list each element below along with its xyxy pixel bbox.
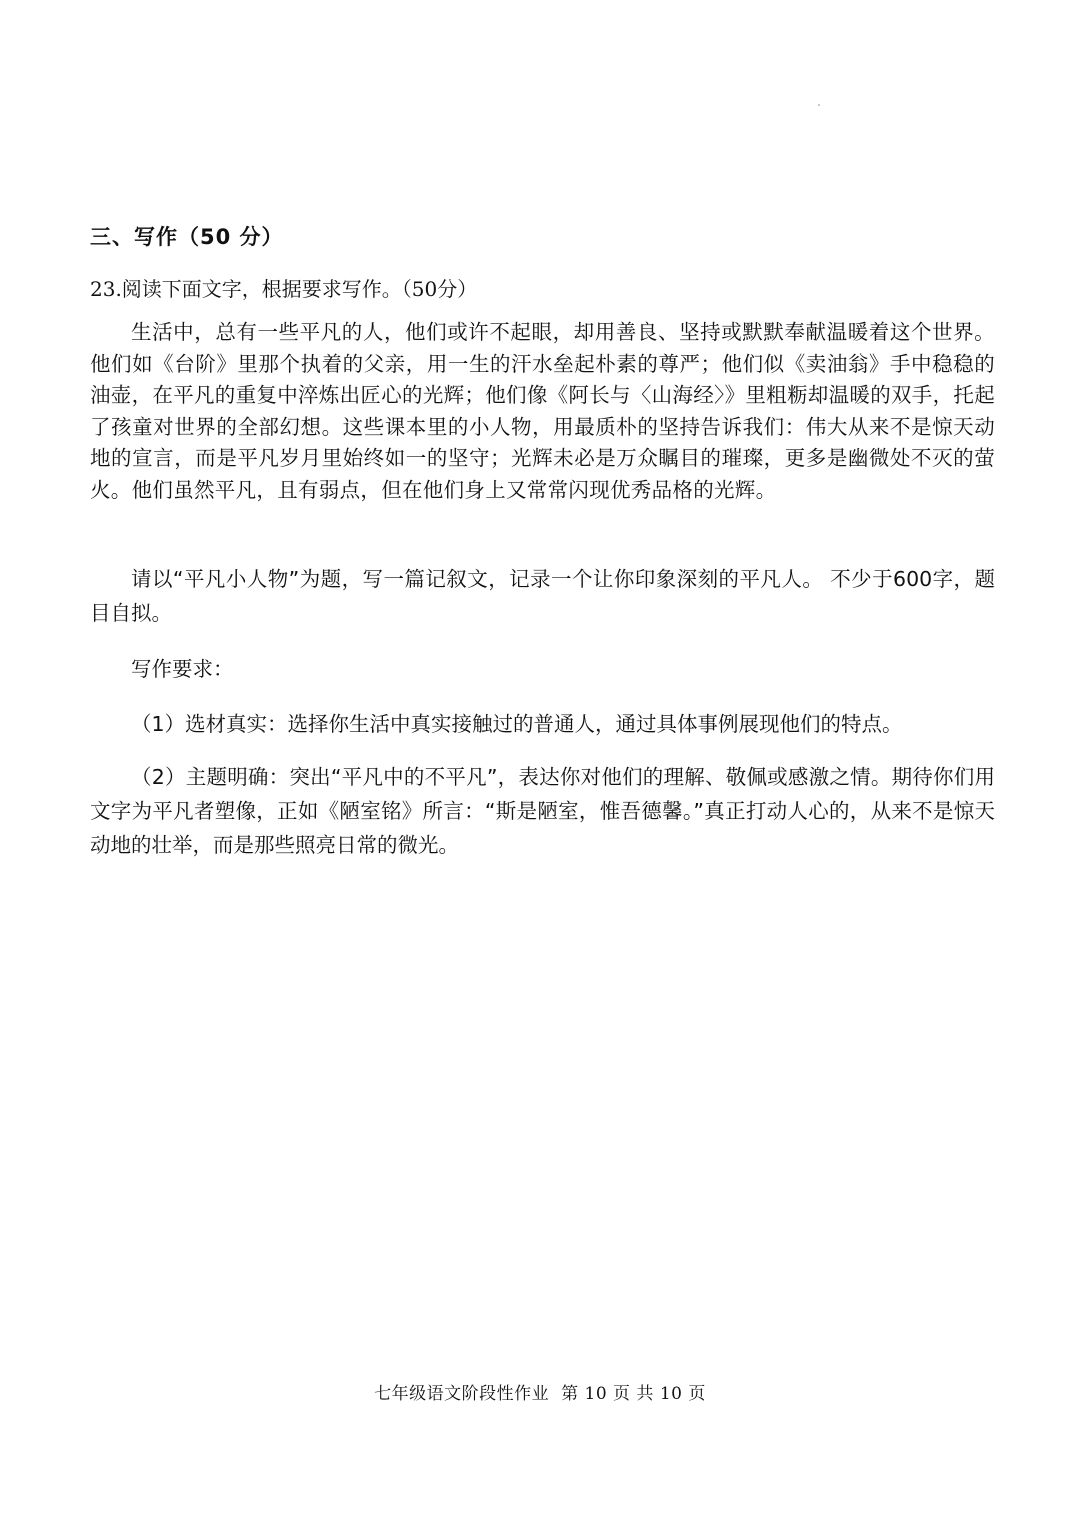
footer-page-info: 第 10 页 共 10 页 — [561, 1384, 706, 1404]
requirement-1: （1）选材真实：选择你生活中真实接触过的普通人，通过具体事例展现他们的特点。 — [131, 712, 903, 736]
writing-prompt: 请以“平凡小人物”为题，写一篇记叙文，记录一个让你印象深刻的平凡人。 不少于600字，题目自拟。 — [90, 567, 995, 625]
footer-course: 七年级语文阶段性作业 — [374, 1384, 550, 1404]
question-prompt: 23.阅读下面文字，根据要求写作。（50分） — [90, 277, 478, 301]
requirements-title: 写作要求： — [131, 657, 234, 681]
requirement-2: （2）主题明确：突出“平凡中的不平凡”，表达你对他们的理解、敬佩或感激之情。期待你们用文字为平凡者塑像，正如《陋室铭》所言：“斯是陋室，惟吾德馨。”真正打动人心的，从来不是惊天动地的壮举，而是那些照亮日常的微光。 — [90, 765, 995, 857]
reading-material: 生活中，总有一些平凡的人，他们或许不起眼，却用善良、坚持或默默奉献温暖着这个世界。他们如《台阶》里那个执着的父亲，用一生的汗水垒起朴素的尊严；他们似《卖油翁》手中稳稳的油壶，在平凡的重复中淬炼出匠心的光辉；他们像《阿长与〈山海经〉》里粗粝却温暖的双手，托起了孩童对世界的全部幻想。这些课本里的小人物，用最质朴的坚持告诉我们：伟大从来不是惊天动地的宣言，而是平凡岁月里始终如一的坚守；光辉未必是万众瞩目的璀璨，更多是幽微处不灭的萤火。他们虽然平凡，且有弱点，但在他们身上又常常闪现优秀品格的光辉。 — [90, 320, 995, 502]
section-title: 三、写作（50 分） — [90, 225, 284, 249]
scan-speck — [818, 104, 820, 106]
page-footer — [0, 1382, 1080, 1406]
